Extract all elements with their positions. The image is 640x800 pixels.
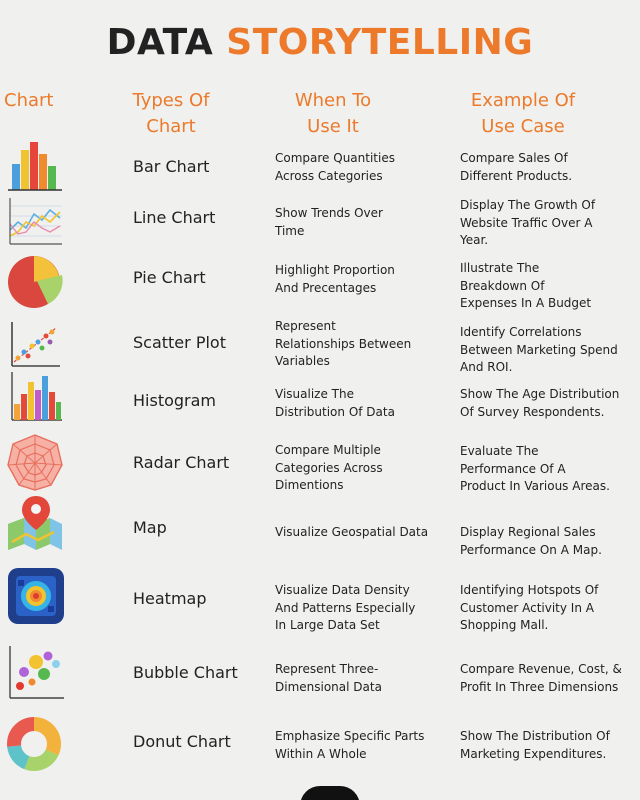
header-chart: Chart [4,90,54,111]
use-case-example [460,582,636,635]
example-line: Illustrate The [460,261,540,275]
header-when-line1: When To [294,90,372,111]
use-case-example [460,524,636,559]
use-case-example [460,661,636,696]
example-line: Breakdown Of [460,278,545,293]
use-case-example [460,260,636,313]
when-line: Dimentions [275,478,344,492]
when-line: Represent [275,319,336,333]
when-line: Distribution Of Data [275,404,395,419]
when-line: Emphasize Specific Parts [275,729,425,743]
when-line: Show Trends Over [275,206,383,220]
chart-type-label: Scatter Plot [133,333,226,352]
map-icon [4,494,66,556]
header-example-line1: Example Of [470,90,576,111]
chart-type-label: Heatmap [133,589,207,608]
when-to-use [275,524,445,542]
title-part-storytelling: STORYTELLING [226,22,534,63]
example-line: Marketing Expenditures. [460,746,607,761]
when-to-use [275,386,445,421]
use-case-example [460,150,636,185]
example-line: Identifying Hotspots Of [460,583,599,597]
example-line: Evaluate The [460,444,539,458]
chart-type-label: Bar Chart [133,157,210,176]
when-line: Visualize Geospatial Data [275,525,429,539]
use-case-example [460,324,636,377]
chart-type-label: Donut Chart [133,732,231,751]
use-case-example [460,197,636,250]
when-line: Visualize Data Density [275,583,410,597]
radar-chart-icon [4,432,66,494]
when-line: And Patterns Especially [275,600,416,615]
when-line: Relationships Between [275,336,412,351]
when-line: Compare Quantities [275,151,395,165]
example-line: Identify Correlations [460,325,582,339]
header-types [118,88,224,140]
example-line: Customer Activity In A [460,600,594,615]
example-line: Display Regional Sales [460,525,596,539]
pie-chart-icon [4,250,66,312]
bottom-decoration [300,786,360,800]
when-to-use [275,661,445,696]
when-to-use [275,262,445,297]
bar-chart-icon [4,138,66,200]
chart-type-label: Map [133,518,167,537]
when-line: Time [275,223,305,238]
donut-chart-icon [4,710,66,772]
when-line: Compare Multiple [275,443,381,457]
when-line: Variables [275,354,330,368]
use-case-example [460,728,636,763]
use-case-example [460,386,636,421]
histogram-icon [4,368,66,430]
when-line: Highlight Proportion [275,263,395,277]
chart-type-label: Pie Chart [133,268,206,287]
header-types-line1: Types Of [132,90,210,111]
header-when [280,88,386,140]
example-line: Compare Sales Of [460,151,568,165]
chart-type-label: Histogram [133,391,216,410]
header-example-line2: Use Case [481,116,565,137]
example-line: Of Survey Respondents. [460,404,605,419]
example-line: Performance On A Map. [460,542,602,557]
when-line: Across Categories [275,168,383,183]
when-line: Represent Three- [275,662,379,676]
when-to-use [275,205,445,240]
when-line: In Large Data Set [275,618,380,632]
page-title [0,22,640,63]
when-line: And Precentages [275,280,377,295]
example-line: Profit In Three Dimensions [460,679,619,694]
when-to-use [275,442,445,495]
example-line: Show The Distribution Of [460,729,610,743]
chart-type-label: Bubble Chart [133,663,238,682]
when-to-use [275,150,445,185]
header-when-line2: Use It [307,116,359,137]
when-line: Within A Whole [275,746,367,761]
example-line: Expenses In A Budget [460,296,592,310]
bubble-chart-icon [4,642,66,704]
example-line: Shopping Mall. [460,618,549,632]
chart-type-label: Line Chart [133,208,216,227]
example-line: And ROI. [460,360,513,374]
heatmap-icon [4,566,66,628]
header-types-line2: Chart [146,116,196,137]
example-line: Between Marketing Spend [460,342,618,357]
title-part-data: DATA [106,22,214,63]
example-line: Year. [460,233,489,247]
when-line: Visualize The [275,387,354,401]
example-line: Different Products. [460,168,573,183]
example-line: Performance Of A [460,461,566,476]
example-line: Display The Growth Of [460,198,596,212]
header-example [456,88,590,140]
chart-type-label: Radar Chart [133,453,230,472]
when-to-use [275,318,445,371]
example-line: Website Traffic Over A [460,215,593,230]
example-line: Product In Various Areas. [460,479,610,493]
line-chart-icon [4,192,66,254]
when-line: Categories Across [275,460,383,475]
when-to-use [275,582,445,635]
example-line: Compare Revenue, Cost, & [460,662,622,676]
when-to-use [275,728,445,763]
use-case-example [460,443,636,496]
example-line: Show The Age Distribution [460,387,620,401]
when-line: Dimensional Data [275,679,382,694]
